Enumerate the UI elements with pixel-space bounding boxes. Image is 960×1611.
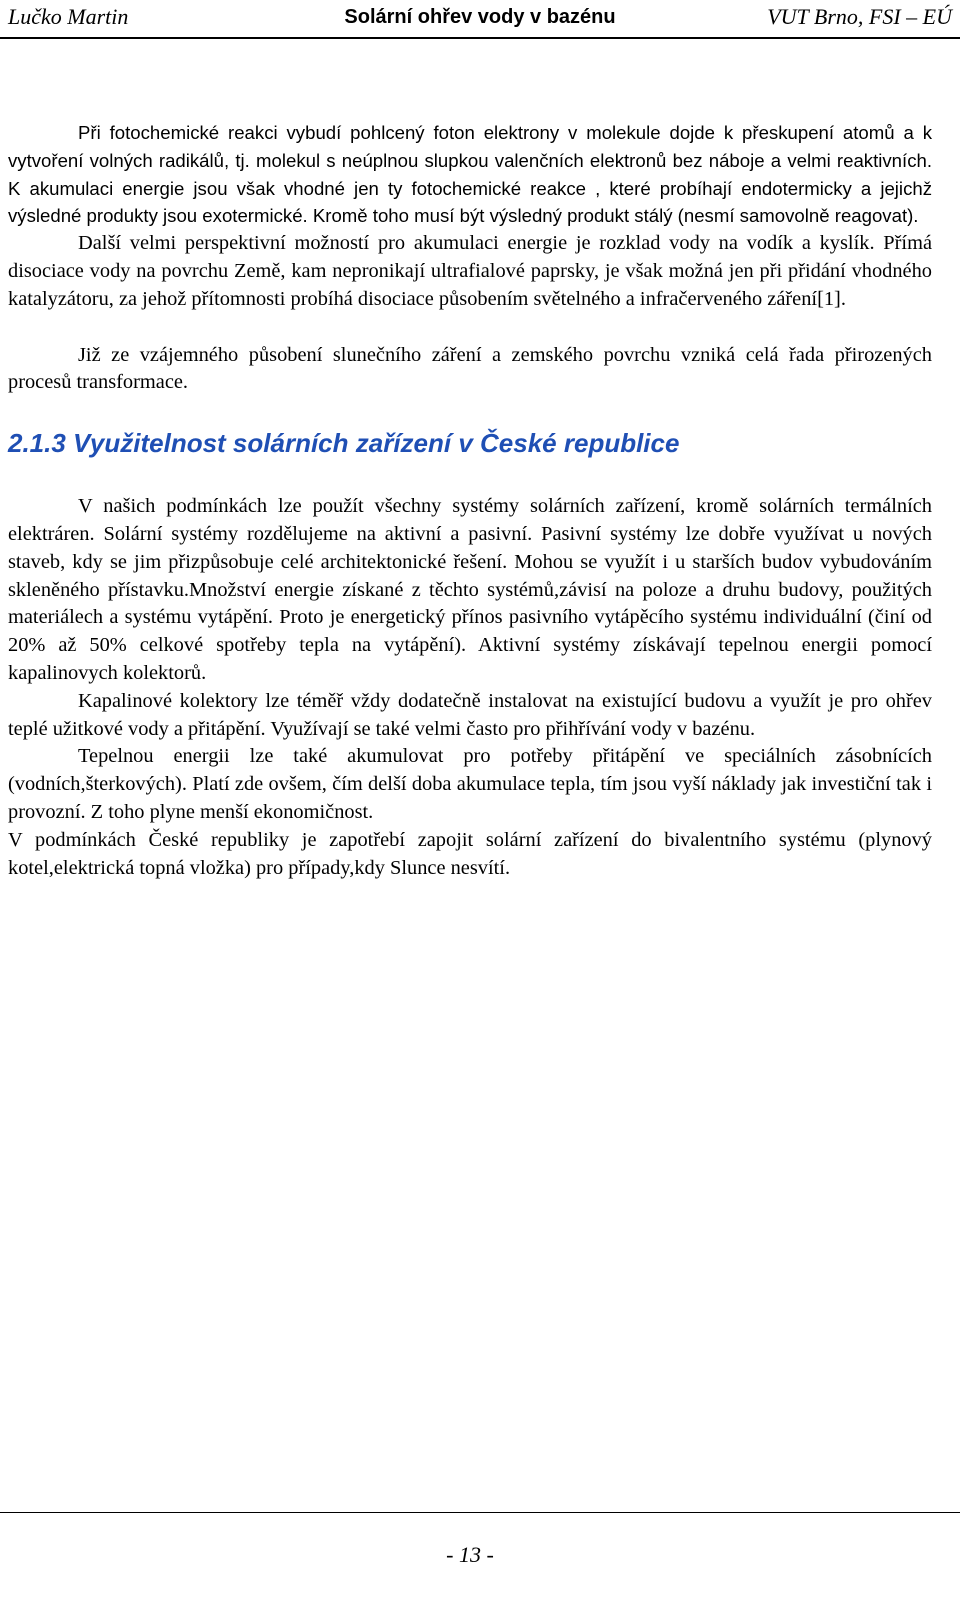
document-body: [8, 119, 932, 882]
section-heading: 2.1.3 Využitelnost solárních zařízení v České republice: [8, 428, 680, 459]
paragraph-natural-processes: Již ze vzájemného působení slunečního záření a zemského povrchu vzniká celá řada přirozených procesů transformace.: [8, 343, 932, 394]
paragraph-bivalent-system: V podmínkách České republiky je zapotřebí zapojit solární zařízení do bivalentního systému (plynový kotel,elektrická topná vložka) pro případy,kdy Slunce nesvítí.: [8, 828, 932, 879]
header-rule: [0, 37, 960, 39]
paragraph-liquid-collectors: Kapalinové kolektory lze téměř vždy dodatečně instalovat na existující budovu a využít je pro ohřev teplé užitkové vody a přitápění. Využívají se také velmi často pro přihřívání vody v bazénu.: [8, 689, 932, 740]
header-institution: VUT Brno, FSI – EÚ: [767, 4, 952, 29]
paragraph-photochemical: Při fotochemické reakci vybudí pohlcený foton elektrony v molekule dojde k přeskupení atomů a k vytvoření volných radikálů, tj. molekul s neúplnou slupkou valenčních elektronů bez náboje a velmi reaktivních. K akumulaci energie jsou však vhodné jen ty fotochemické reakce , které probíhají endotermicky a jejichž výsledné produkty jsou exotermické. Kromě toho musí být výsledný produkt stálý (nesmí samovolně reagovat).: [8, 122, 932, 227]
paragraph-heat-accumulation: Tepelnou energii lze také akumulovat pro potřeby přitápění ve speciálních zásobnících (vodních,šterkových). Platí zde ovšem, čím delší doba akumulace tepla, tím jsou vyší náklady jak investiční tak i provozní. Z toho plyne menší ekonomičnost.: [8, 745, 932, 823]
footer-rule: [0, 1512, 960, 1513]
paragraph-water-dissociation: Další velmi perspektivní možností pro akumulaci energie je rozklad vody na vodík a kyslík. Přímá disociace vody na povrchu Země, kam nepronikají ultrafialové paprsky, je však možná jen při přidání vhodného katalyzátoru, za jehož přítomnosti probíhá disociace působením světelného a infračerveného záření[1].: [8, 232, 932, 310]
paragraph-solar-systems: V našich podmínkách lze použít všechny systémy solárních zařízení, kromě solárních termálních elektráren. Solární systémy rozdělujeme na aktivní a pasivní. Pasivní systémy lze dobře využívat u nových staveb, kdy se jim přizpůsobuje celé architektonické řešení. Mohou se využít i u starších budov vybudováním skleněného přístavku.Množství energie získané z těchto systémů,závisí na poloze a druhu budovy, použitých materiálech a systému vytápění. Proto je energetický přínos pasivního vytápěcího systému individuální (činí od 20% až 50% celkové spotřeby tepla na vytápění). Aktivní systémy získávají tepelnou energii pomocí kapalinovych kolektorů.: [8, 495, 932, 684]
header-author: Lučko Martin: [8, 4, 129, 29]
page-number: - 13 -: [446, 1542, 494, 1567]
header-title: Solární ohřev vody v bazénu: [344, 6, 616, 28]
page-header: [8, 2, 952, 32]
